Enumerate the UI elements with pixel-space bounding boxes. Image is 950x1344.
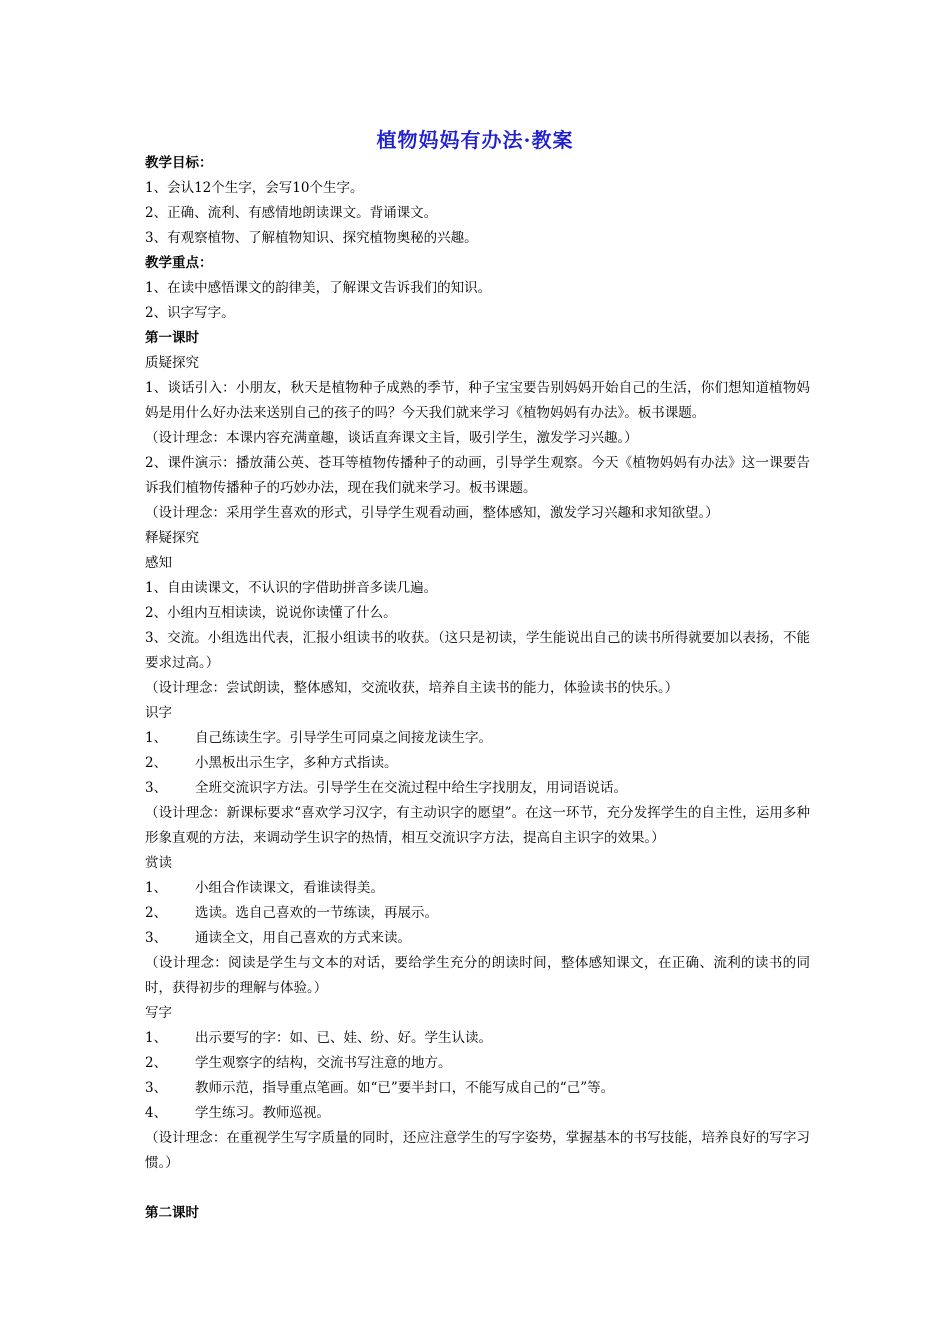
spacer <box>145 1176 810 1201</box>
list-item <box>145 751 810 776</box>
design-note: （设计理念：在重视学生写字质量的同时，还应注意学生的写字姿势，掌握基本的书写技能，培养良好的写字习惯。） <box>145 1130 810 1171</box>
document-body <box>145 151 810 1226</box>
goal-item: 3、有观察植物、了解植物知识、探究植物奥秘的兴趣。 <box>145 230 478 246</box>
design-note: （设计理念：尝试朗读，整体感知，交流收获，培养自主读书的能力，体验读书的快乐。） <box>145 680 679 696</box>
goal-item: 2、正确、流利、有感情地朗读课文。背诵课文。 <box>145 205 438 221</box>
item-number: 1、 <box>145 730 168 746</box>
item-number: 2、 <box>145 905 168 921</box>
section-label-perceive: 感知 <box>145 555 172 571</box>
focus-heading: 教学重点： <box>145 255 213 271</box>
lesson1-heading: 第一课时 <box>145 330 199 346</box>
list-item <box>145 1026 810 1051</box>
paragraph: 1、谈话引入：小朋友，秋天是植物种子成熟的季节，种子宝宝要告别妈妈开始自己的生活，你们想知道植物妈妈是用什么好办法来送别自己的孩子的吗？今天我们就来学习《植物妈妈有办法》。板书课题。 <box>145 380 810 421</box>
goals-heading: 教学目标： <box>145 155 213 171</box>
item-text: 通读全文，用自己喜欢的方式来读。 <box>195 930 411 946</box>
item-text: 自己练读生字。引导学生可同桌之间接龙读生字。 <box>195 730 492 746</box>
list-item <box>145 726 810 751</box>
list-item <box>145 901 810 926</box>
focus-item: 1、在读中感悟课文的韵律美，了解课文告诉我们的知识。 <box>145 280 492 296</box>
item-text: 出示要写的字：如、已、娃、纷、好。学生认读。 <box>195 1030 492 1046</box>
item-text: 小黑板出示生字，多种方式指读。 <box>195 755 398 771</box>
item-text: 小组合作读课文，看谁读得美。 <box>195 880 384 896</box>
design-note: （设计理念：阅读是学生与文本的对话，要给学生充分的朗读时间，整体感知课文，在正确、流利的读书的同时，获得初步的理解与体验。） <box>145 955 810 996</box>
item-number: 2、 <box>145 755 168 771</box>
list-item <box>145 1101 810 1126</box>
item-number: 3、 <box>145 780 168 796</box>
item-text: 学生观察字的结构，交流书写注意的地方。 <box>195 1055 452 1071</box>
goal-item: 1、会认12个生字，会写10个生字。 <box>145 180 364 196</box>
section-label-explore: 释疑探究 <box>145 530 199 546</box>
focus-item: 2、识字写字。 <box>145 305 235 321</box>
list-item <box>145 1051 810 1076</box>
item-text: 教师示范，指导重点笔画。如“已”要半封口，不能写成自己的“己”等。 <box>195 1080 615 1096</box>
item-number: 3、 <box>145 1080 168 1096</box>
section-label-appreciate: 赏读 <box>145 855 172 871</box>
section-label-inquiry: 质疑探究 <box>145 355 199 371</box>
item-number: 3、 <box>145 930 168 946</box>
section-label-writing: 写字 <box>145 1005 172 1021</box>
item-number: 1、 <box>145 1030 168 1046</box>
list-item: 2、小组内互相读读，说说你读懂了什么。 <box>145 605 397 621</box>
list-item <box>145 926 810 951</box>
list-item: 3、交流。小组选出代表，汇报小组读书的收获。（这只是初读，学生能说出自己的读书所得就要加以表扬，不能要求过高。） <box>145 630 810 671</box>
list-item <box>145 876 810 901</box>
item-number: 2、 <box>145 1055 168 1071</box>
item-text: 学生练习。教师巡视。 <box>195 1105 330 1121</box>
item-number: 1、 <box>145 880 168 896</box>
item-text: 全班交流识字方法。引导学生在交流过程中给生字找朋友，用词语说话。 <box>195 780 627 796</box>
list-item <box>145 1076 810 1101</box>
item-text: 选读。选自己喜欢的一节练读，再展示。 <box>195 905 438 921</box>
lesson2-heading: 第二课时 <box>145 1205 199 1221</box>
document-title: 植物妈妈有办法·教案 <box>376 128 574 152</box>
section-label-literacy: 识字 <box>145 705 172 721</box>
design-note: （设计理念：采用学生喜欢的形式，引导学生观看动画，整体感知，激发学习兴趣和求知欲望。） <box>145 505 719 521</box>
design-note: （设计理念：本课内容充满童趣，谈话直奔课文主旨，吸引学生，激发学习兴趣。） <box>145 430 638 446</box>
list-item <box>145 776 810 801</box>
item-number: 4、 <box>145 1105 168 1121</box>
design-note: （设计理念：新课标要求“喜欢学习汉字，有主动识字的愿望”。在这一环节，充分发挥学生的自主性，运用多种形象直观的方法，来调动学生识字的热情，相互交流识字方法，提高自主识字的效果。） <box>145 805 810 846</box>
list-item: 1、自由读课文，不认识的字借助拼音多读几遍。 <box>145 580 438 596</box>
paragraph: 2、课件演示：播放蒲公英、苍耳等植物传播种子的动画，引导学生观察。今天《植物妈妈有办法》这一课要告诉我们植物传播种子的巧妙办法，现在我们就来学习。板书课题。 <box>145 455 810 496</box>
